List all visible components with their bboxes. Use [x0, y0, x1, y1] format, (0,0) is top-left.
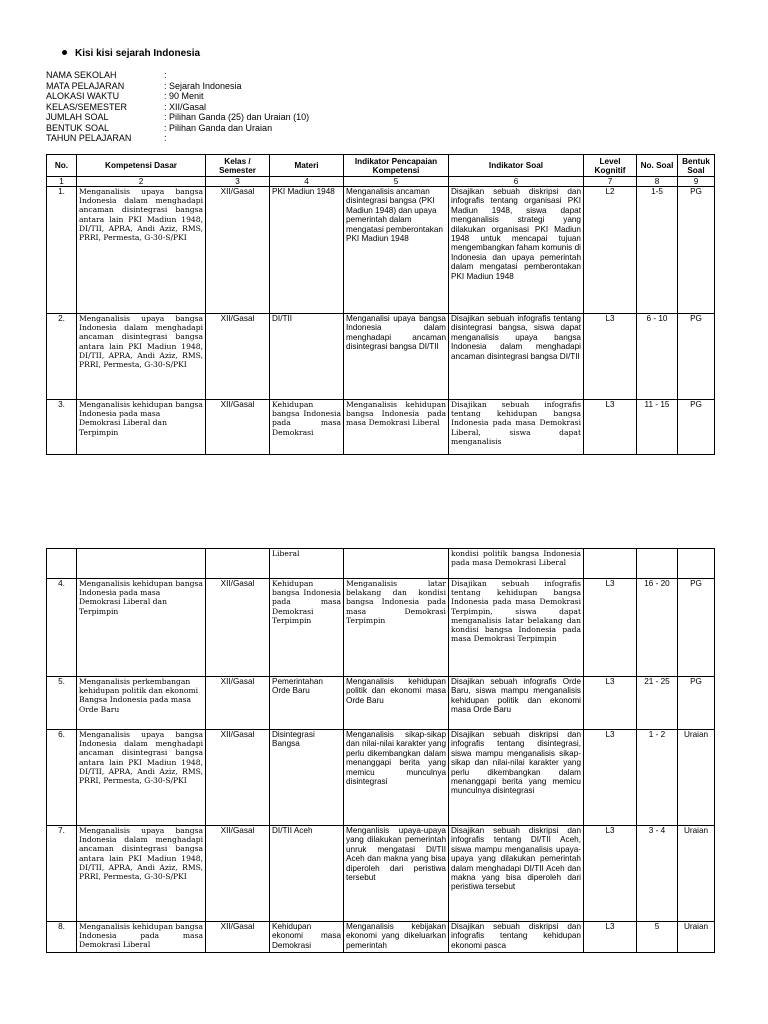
table-row — [47, 826, 715, 922]
cell-indikator-soal — [449, 400, 584, 455]
cell-materi: Disintegrasi Bangsa — [270, 730, 344, 826]
header-cell: Level Kognitif — [584, 155, 637, 177]
cell-no: 6. — [47, 730, 77, 826]
cell-indikator-soal: Disajikan sebuah diskripsi dan infografis tentang organisasi PKI Madiun 1948, siswa dapat menganalisis strategi yang dilakukan organisasi PKI Madiun 1948 untuk mencapai tujuan mengembangkan faham komunis di Indonesia dan upaya pemerintah dalam mengatasi pemberontakan PKI Madiun 1948 — [449, 187, 584, 314]
cell-no-soal: 11 - 15 — [637, 400, 678, 455]
meta-label: ALOKASI WAKTU — [46, 91, 120, 101]
cell-kompetensi-dasar — [77, 922, 206, 953]
cell-level: L3 — [584, 579, 637, 677]
header-cell: Kompetensi Dasar — [77, 155, 206, 177]
cell-bentuk: Uraian — [678, 730, 715, 826]
cell-no: 5. — [47, 677, 77, 730]
cell-bentuk: PG — [678, 579, 715, 677]
cell-no: 2. — [47, 314, 77, 400]
cell-no-soal: 16 - 20 — [637, 579, 678, 677]
meta-value: : Sejarah Indonesia — [164, 80, 242, 91]
column-number: 1 — [47, 177, 77, 187]
kisi-table-page-1 — [46, 154, 715, 455]
table-row — [47, 922, 715, 953]
meta-value: : 90 Menit — [164, 91, 204, 101]
cell-materi: PKI Madiun 1948 — [270, 187, 344, 314]
cell-bentuk: PG — [678, 187, 715, 314]
document-page-2 — [0, 478, 768, 1024]
cell-materi: Liberal — [270, 549, 344, 579]
document-title-text: Kisi kisi sejarah Indonesia — [75, 48, 201, 59]
column-number: 6 — [449, 177, 584, 187]
meta-value: : — [164, 70, 167, 80]
cell-kelas: XII/Gasal — [206, 730, 270, 826]
cell-materi: DI/TII Aceh — [270, 826, 344, 922]
cell-bentuk — [678, 549, 715, 579]
header-cell: Kelas / Semester — [206, 155, 270, 177]
cell-no-soal: 21 - 25 — [637, 677, 678, 730]
meta-value: : XII/Gasal — [164, 101, 207, 112]
cell-no: 1. — [47, 187, 77, 314]
cell-kompetensi-dasar: Menganalisis upaya bangsa Indonesia dalam menghadapi ancaman disintegrasi bangsa antara lain PKI Madiun 1948, DI/TII, APRA, Andi Aziz, RMS, PRRI, Permesta, G-30-S/PKI — [77, 314, 206, 400]
cell-no — [47, 549, 77, 579]
header-cell: No. Soal — [637, 155, 678, 177]
meta-label: JUMLAH SOAL — [46, 112, 109, 122]
bullet-icon — [62, 50, 67, 55]
meta-row — [46, 112, 309, 123]
cell-no-soal: 5 — [637, 922, 678, 953]
table-row — [47, 579, 715, 677]
cell-indikator-soal: Disajikan sebuah infografis tentang kehidupan bangsa Indonesia pada masa Demokrasi Terpimpin, siswa dapat menganalisis latar belakang dan kondisi bangsa Indonesia pada masa Demokrasi Terpimpin — [449, 579, 584, 677]
cell-indikator-pencapaian: Menganalisi upaya bangsa Indonesia dalam menghadapi ancaman disintegrasi bangsa DI/TII — [344, 314, 449, 400]
cell-no-soal — [637, 549, 678, 579]
cell-kelas: XII/Gasal — [206, 922, 270, 953]
cell-kelas — [206, 549, 270, 579]
header-cell: Bentuk Soal — [678, 155, 715, 177]
cell-clip: Menganalisis kehidupan bangsa Indonesia pada masa Demokrasi Liberal — [79, 922, 203, 950]
cell-level — [584, 549, 637, 579]
meta-row — [46, 102, 309, 113]
meta-value: : Pilihan Ganda dan Uraian — [164, 122, 273, 133]
cell-no-soal: 1-5 — [637, 187, 678, 314]
cell-level: L3 — [584, 730, 637, 826]
cell-clip: Menganalisis kebijakan ekonomi yang dikeluarkan pemerintah — [346, 922, 446, 950]
cell-kompetensi-dasar — [77, 400, 206, 455]
cell-materi: DI/TII — [270, 314, 344, 400]
cell-no-soal: 6 - 10 — [637, 314, 678, 400]
cell-kompetensi-dasar: Menganalisis kehidupan bangsa Indonesia pada masa Demokrasi Liberal dan Terpimpin — [77, 579, 206, 677]
meta-row — [46, 70, 309, 81]
cell-indikator-soal: Disajikan sebuah infografis Orde Baru, siswa mampu menganalisis kehidupan politik dan ekonomi masa Orde Baru — [449, 677, 584, 730]
cell-bentuk: PG — [678, 677, 715, 730]
table-row — [47, 400, 715, 455]
document-meta — [46, 70, 309, 144]
cell-kelas: XII/Gasal — [206, 579, 270, 677]
cell-clip: Kehidupan bangsa Indonesia pada masa Demokrasi — [272, 400, 341, 437]
cell-level: L3 — [584, 400, 637, 455]
meta-label: NAMA SEKOLAH — [46, 70, 117, 80]
cell-indikator-soal: kondisi politik bangsa Indonesia pada masa Demokrasi Liberal — [449, 549, 584, 579]
cell-kompetensi-dasar: Menganalisis upaya bangsa Indonesia dalam menghadapi ancaman disintegrasi bangsa antara lain PKI Madiun 1948, DI/TII, APRA, Andi Aziz, RMS, PRRI, Permesta, G-30-S/PKI — [77, 187, 206, 314]
column-number: 2 — [77, 177, 206, 187]
cell-no: 4. — [47, 579, 77, 677]
meta-row — [46, 91, 309, 102]
cell-kompetensi-dasar: Menganalisis perkembangan kehidupan politik dan ekonomi Bangsa Indonesia pada masa Orde Baru — [77, 677, 206, 730]
cell-clip: Kehidupan ekonomi masa Demokrasi — [272, 922, 341, 950]
cell-indikator-pencapaian — [344, 549, 449, 579]
cell-materi — [270, 400, 344, 455]
cell-no: 7. — [47, 826, 77, 922]
cell-bentuk: Uraian — [678, 922, 715, 953]
meta-label: TAHUN PELAJARAN — [46, 133, 132, 143]
cell-bentuk: PG — [678, 314, 715, 400]
column-number-row — [47, 177, 715, 187]
meta-label: BENTUK SOAL — [46, 122, 110, 133]
cell-materi: Pemerintahan Orde Baru — [270, 677, 344, 730]
document-page-1 — [0, 0, 768, 478]
cell-indikator-soal: Disajikan sebuah diskripsi dan infografis tentang disintegrasi, siswa mampu menganalisis sikap-sikap dan nilai-nilai karakter yang perlu dikembangkan dalam menanggapi berita yang memicu munculnya disintegrasi — [449, 730, 584, 826]
cell-bentuk: PG — [678, 400, 715, 455]
column-number: 8 — [637, 177, 678, 187]
header-cell: Indikator Pencapaian Kompetensi — [344, 155, 449, 177]
cell-level: L3 — [584, 922, 637, 953]
meta-value: : Pilihan Ganda (25) dan Uraian (10) — [164, 112, 310, 122]
cell-indikator-pencapaian: Menganalisis ancaman disintegrasi bangsa (PKI Madiun 1948) dan upaya pemerintah dalam mengatasi pemberontakan PKI Madiun 1948 — [344, 187, 449, 314]
cell-materi — [270, 922, 344, 953]
cell-kelas: XII/Gasal — [206, 826, 270, 922]
cell-no-soal: 3 - 4 — [637, 826, 678, 922]
header-cell: Materi — [270, 155, 344, 177]
cell-indikator-pencapaian — [344, 922, 449, 953]
table-row — [47, 314, 715, 400]
meta-label: MATA PELAJARAN — [46, 80, 125, 91]
cell-kompetensi-dasar: Menganalisis upaya bangsa Indonesia dalam menghadapi ancaman disintegrasi bangsa antara lain PKI Madiun 1948, DI/TII, APRA, Andi Aziz, RMS, PRRI, Permesta, G-30-S/PKI — [77, 730, 206, 826]
cell-indikator-soal: Disajikan sebuah diskripsi dan infografis tentang DI/TII Aceh, siswa mampu menganalisis upaya-upaya yang dilakukan pemerintah dalam menghadapi DI/TII Aceh dan makna yang bisa diperoleh dari peristiwa tersebut — [449, 826, 584, 922]
cell-clip: Disajikan sebuah infografis tentang kehidupan bangsa Indonesia pada masa Demokrasi Liberal, siswa dapat menganalisis — [451, 400, 581, 446]
cell-indikator-soal — [449, 922, 584, 953]
column-number: 4 — [270, 177, 344, 187]
kisi-table-page-2 — [46, 548, 715, 953]
column-number: 3 — [206, 177, 270, 187]
cell-level: L3 — [584, 826, 637, 922]
cell-no: 3. — [47, 400, 77, 455]
table-header-row — [47, 155, 715, 177]
meta-label: KELAS/SEMESTER — [46, 101, 128, 112]
cell-kompetensi-dasar: Menganalisis upaya bangsa Indonesia dalam menghadapi ancaman disintegrasi bangsa antara lain PKI Madiun 1948, DI/TII, APRA, Andi Aziz, RMS, PRRI, Permesta, G-30-S/PKI — [77, 826, 206, 922]
cell-kelas: XII/Gasal — [206, 314, 270, 400]
cell-indikator-pencapaian: Menganalisis kehidupan politik dan ekonomi masa Orde Baru — [344, 677, 449, 730]
cell-bentuk: Uraian — [678, 826, 715, 922]
column-number: 9 — [678, 177, 715, 187]
cell-no: 8. — [47, 922, 77, 953]
cell-clip: Disajikan sebuah diskripsi dan infografis tentang kehidupan ekonomi pasca — [451, 922, 581, 950]
header-cell: Indikator Soal — [449, 155, 584, 177]
cell-indikator-pencapaian — [344, 400, 449, 455]
header-cell: No. — [47, 155, 77, 177]
cell-kelas: XII/Gasal — [206, 677, 270, 730]
cell-indikator-soal: Disajikan sebuah infografis tentang disintegrasi bangsa, siswa dapat menganalisis upaya bangsa Indonesia dalam menghadapi ancaman disintegrasi bangsa DI/TII — [449, 314, 584, 400]
document-title — [62, 48, 200, 59]
cell-materi: Kehidupan bangsa Indonesia pada masa Demokrasi Terpimpin — [270, 579, 344, 677]
cell-indikator-pencapaian: Menganalisis latar belakang dan kondisi bangsa Indonesia pada masa Demokrasi Terpimpin — [344, 579, 449, 677]
meta-row — [46, 123, 309, 134]
cell-no-soal: 1 - 2 — [637, 730, 678, 826]
table-row — [47, 187, 715, 314]
table-row — [47, 677, 715, 730]
cell-kompetensi-dasar — [77, 549, 206, 579]
cell-indikator-pencapaian: Menganlisis upaya-upaya yang dilakukan pemerintah unruk mengatasi DI/TII Aceh dan makna yang bisa diperoleh dari peristiwa tersebut — [344, 826, 449, 922]
cell-kelas: XII/Gasal — [206, 400, 270, 455]
table-row — [47, 549, 715, 579]
cell-indikator-pencapaian: Menganalisis sikap-sikap dan nilai-nilai karakter yang perlu dikembangkan dalam menanggapi berita yang memicu munculnya disintegrasi — [344, 730, 449, 826]
cell-level: L3 — [584, 677, 637, 730]
meta-row — [46, 81, 309, 92]
cell-level: L2 — [584, 187, 637, 314]
cell-kelas: XII/Gasal — [206, 187, 270, 314]
cell-clip: Menganalisis kehidupan bangsa Indonesia pada masa Demokrasi Liberal — [346, 400, 446, 428]
table-row — [47, 730, 715, 826]
meta-value: : — [164, 133, 167, 143]
column-number: 5 — [344, 177, 449, 187]
meta-row — [46, 133, 309, 144]
cell-clip: Menganalisis kehidupan bangsa Indonesia pada masa Demokrasi Liberal dan Terpimpin — [79, 400, 203, 437]
cell-level: L3 — [584, 314, 637, 400]
column-number: 7 — [584, 177, 637, 187]
